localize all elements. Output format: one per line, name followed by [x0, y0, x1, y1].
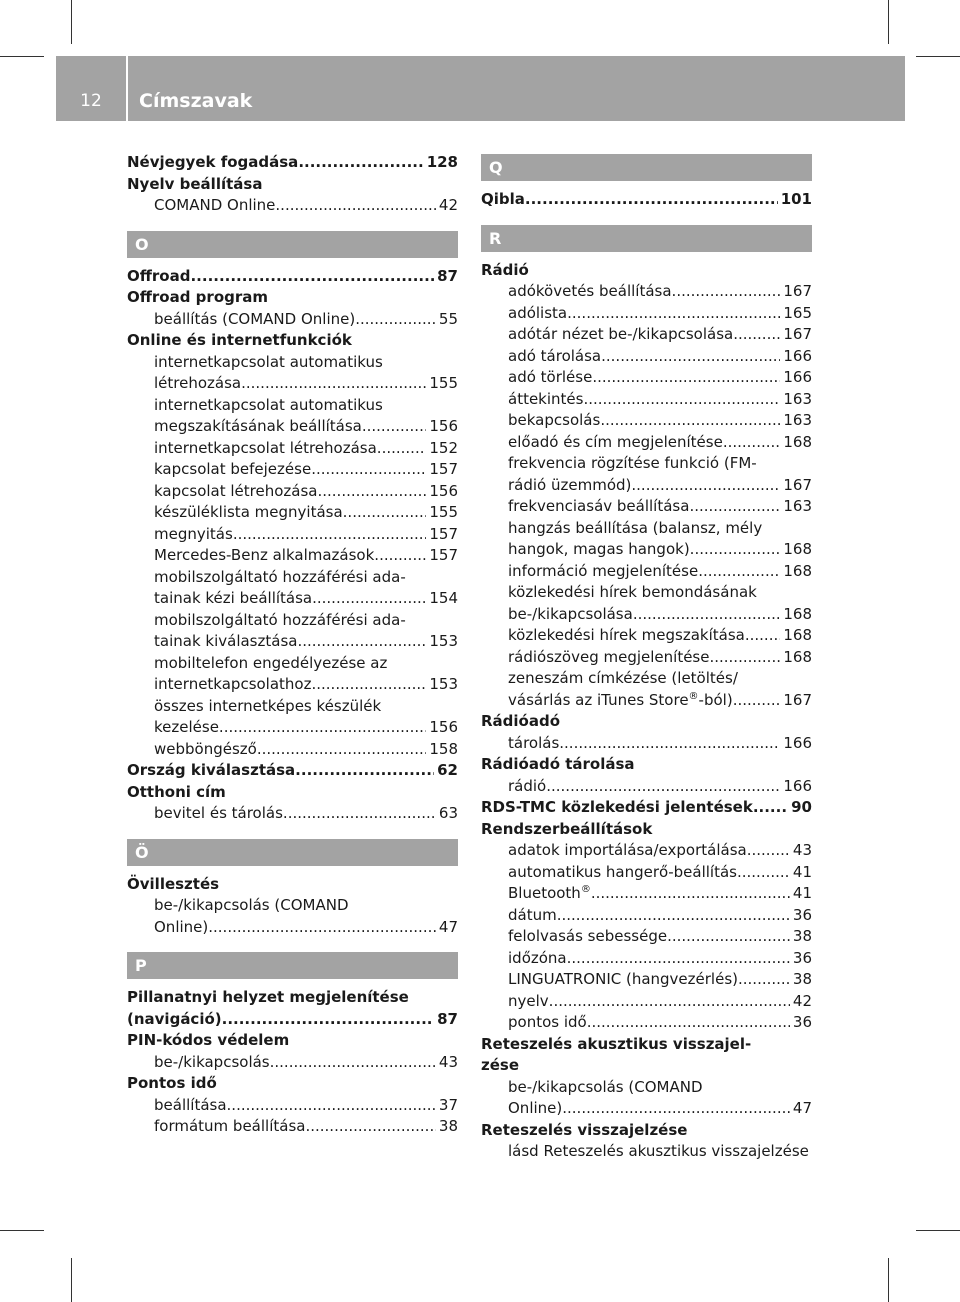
index-subentry: [127, 309, 458, 331]
index-entry: [127, 760, 458, 782]
index-subentry: [481, 324, 812, 346]
page-reference: 157: [429, 524, 458, 543]
index-entry: [481, 1120, 812, 1142]
index-subentry: [481, 926, 812, 948]
index-term: internetkapcsolat automatikus: [154, 395, 383, 414]
page-reference: 42: [792, 991, 812, 1010]
index-entry: [127, 266, 458, 288]
index-entry: [481, 189, 812, 211]
index-term: adó tárolása: [508, 346, 602, 365]
index-subentry: [127, 195, 458, 217]
index-term: megnyitás: [154, 524, 233, 543]
index-subentry: [481, 991, 812, 1013]
index-entry: [481, 797, 812, 819]
index-term: nyelv: [508, 991, 549, 1010]
page-reference: 156: [429, 718, 458, 736]
dot-leader: [283, 803, 436, 825]
index-term: Offroad program: [127, 288, 269, 306]
index-subentry: [127, 481, 458, 503]
page-reference: 63: [438, 804, 458, 822]
index-subentry: [481, 475, 812, 497]
dot-leader: [698, 561, 780, 583]
index-term: mobiltelefon engedélyezése az: [154, 653, 388, 672]
index-term: mobilszolgáltató hozzáférési ada-: [154, 567, 406, 586]
index-term: be-/kikapcsolása: [508, 604, 633, 623]
dot-leader: [583, 389, 780, 411]
index-term: Nyelv beállítása: [127, 174, 263, 193]
index-term: beállítása: [154, 1095, 227, 1114]
page-reference: 168: [783, 540, 812, 558]
page-reference: 87: [437, 1009, 458, 1028]
dot-leader: [631, 475, 780, 497]
index-subentry: [481, 969, 812, 991]
page-reference: 167: [783, 690, 812, 709]
index-subentry: [127, 610, 458, 632]
index-entry: [127, 1030, 458, 1052]
index-term: vásárlás az iTunes Store®-ból): [508, 690, 733, 709]
dot-leader: [311, 674, 426, 696]
dot-leader: [219, 717, 426, 739]
registered-mark: ®: [580, 884, 591, 895]
index-entry: [481, 711, 812, 733]
index-term: bekapcsolás: [508, 411, 601, 429]
index-subentry: [127, 502, 458, 524]
page-reference: 87: [437, 266, 458, 285]
index-term: internetkapcsolat automatikus: [154, 352, 383, 371]
index-subentry: [481, 453, 812, 475]
index-term: zése: [481, 1056, 520, 1074]
dot-leader: [355, 309, 436, 331]
index-subentry: [127, 373, 458, 395]
page-reference: 55: [438, 309, 458, 328]
index-entry: [127, 782, 458, 804]
index-subentry: [481, 883, 812, 905]
page-reference: 36: [792, 948, 812, 967]
page-reference: 168: [783, 604, 812, 623]
dot-leader: [549, 991, 790, 1013]
page-reference: 167: [783, 325, 812, 343]
index-term: Pontos idő: [127, 1074, 217, 1092]
index-term: rádió: [508, 776, 547, 795]
page-reference: 43: [438, 1052, 458, 1071]
dot-leader: [601, 346, 780, 368]
page-reference: 156: [429, 481, 458, 500]
index-subentry: [481, 776, 812, 798]
index-subentry: [481, 518, 812, 540]
index-term: automatikus hangerő-beállítás: [508, 862, 737, 881]
page-reference: 168: [783, 432, 812, 451]
page-reference: 154: [429, 589, 458, 607]
index-subentry: [127, 524, 458, 546]
page-reference: 47: [438, 917, 458, 936]
index-term: Rádióadó tárolása: [481, 755, 635, 773]
dot-leader: [723, 432, 781, 454]
page-reference: 101: [780, 190, 812, 208]
dot-leader: [222, 1009, 434, 1031]
index-term: rádiószöveg megjelenítése: [508, 647, 710, 666]
dot-leader: [275, 195, 436, 217]
index-column-left: [127, 152, 458, 1138]
page-reference: 166: [783, 368, 812, 386]
index-term: LINGUATRONIC (hangvezérlés): [508, 970, 738, 988]
dot-leader: [295, 760, 434, 782]
index-subentry: [127, 631, 458, 653]
dot-leader: [227, 1095, 436, 1117]
index-term: áttekintés: [508, 389, 584, 408]
index-term: RDS-TMC közlekedési jelentések: [481, 798, 753, 816]
index-term: formátum beállítása: [154, 1117, 306, 1135]
registered-mark: ®: [688, 690, 699, 702]
dot-leader: [270, 1052, 436, 1074]
dot-leader: [298, 152, 423, 174]
index-term: készüléklista megnyitása: [154, 503, 343, 521]
index-term: webböngésző: [154, 739, 257, 758]
page-reference: 62: [437, 761, 458, 779]
index-term: tárolás: [508, 733, 560, 752]
page-reference: 167: [783, 475, 812, 494]
index-term: mobilszolgáltató hozzáférési ada-: [154, 610, 406, 629]
page-reference: 167: [783, 282, 812, 300]
index-section-header: Ö: [127, 839, 458, 866]
index-entry: [127, 287, 458, 309]
dot-leader: [733, 324, 780, 346]
index-entry: [127, 330, 458, 352]
index-term: Övillesztés: [127, 874, 220, 893]
index-term: kapcsolat létrehozása: [154, 481, 318, 500]
page-reference: 168: [783, 561, 812, 580]
index-subentry: [127, 895, 458, 917]
index-term: hangzás beállítása (balansz, mély: [508, 518, 763, 537]
index-subentry: [127, 352, 458, 374]
page-title: Címszavak: [139, 90, 253, 112]
index-entry: [481, 1055, 812, 1077]
index-term: előadó és cím megjelenítése: [508, 432, 723, 451]
dot-leader: [667, 926, 790, 948]
dot-leader: [562, 1098, 790, 1120]
page-reference: 152: [429, 438, 458, 457]
index-subentry: [481, 346, 812, 368]
index-term: hangok, magas hangok): [508, 540, 690, 558]
index-term: Mercedes-Benz alkalmazások: [154, 546, 375, 564]
page-header: [56, 56, 905, 121]
index-subentry: [127, 416, 458, 438]
index-subentry: [481, 389, 812, 411]
dot-leader: [709, 647, 780, 669]
page-reference: 157: [429, 460, 458, 478]
index-term: rádió üzemmód): [508, 475, 632, 494]
crop-mark: [0, 56, 44, 57]
index-term: frekvenciasáv beállítása: [508, 497, 690, 515]
index-term: Ország kiválasztása: [127, 761, 296, 779]
index-subentry: [481, 582, 812, 604]
index-term: PIN-kódos védelem: [127, 1031, 290, 1049]
index-section-header: R: [481, 225, 812, 252]
index-term: be-/kikapcsolás: [154, 1052, 270, 1071]
index-subentry: [127, 438, 458, 460]
dot-leader: [567, 948, 790, 970]
index-term: zeneszám címkézése (letöltés/: [508, 669, 738, 687]
index-subentry: [127, 1116, 458, 1138]
index-term: kezelése: [154, 718, 219, 736]
index-column-right: [481, 152, 812, 1163]
index-subentry: [481, 862, 812, 884]
index-term: pontos idő: [508, 1013, 587, 1031]
index-subentry: [481, 561, 812, 583]
index-subentry: [127, 1052, 458, 1074]
page-reference: 157: [429, 546, 458, 564]
index-section-header: Q: [481, 154, 812, 181]
index-term: megszakításának beállítása: [154, 417, 362, 435]
crop-mark: [916, 1230, 960, 1231]
index-term: Offroad: [127, 266, 191, 285]
dot-leader: [587, 1012, 790, 1034]
crop-mark: [916, 56, 960, 57]
index-subentry: [127, 459, 458, 481]
index-term: (navigáció): [127, 1009, 222, 1028]
index-term: Névjegyek fogadása: [127, 153, 299, 171]
index-subentry: [481, 625, 812, 647]
crop-mark: [888, 0, 889, 44]
dot-leader: [738, 969, 790, 991]
index-entry: [481, 1034, 812, 1056]
index-subentry: [481, 905, 812, 927]
dot-leader: [257, 739, 427, 761]
index-term: adótár nézet be-/kikapcsolása: [508, 325, 734, 343]
page-reference: 38: [792, 927, 812, 945]
crop-mark: [888, 1258, 889, 1302]
dot-leader: [745, 625, 781, 647]
dot-leader: [377, 438, 427, 460]
index-entry: [127, 874, 458, 896]
index-section-header: P: [127, 952, 458, 979]
index-term: Online): [508, 1099, 563, 1117]
index-subentry: [127, 917, 458, 939]
index-subentry: [481, 690, 812, 712]
index-term: beállítás (COMAND Online): [154, 309, 356, 328]
crop-mark: [0, 1230, 44, 1231]
index-term: tainak kézi beállítása: [154, 589, 313, 607]
index-entry: [127, 174, 458, 196]
index-subentry: [481, 840, 812, 862]
index-subentry: [481, 1012, 812, 1034]
page-reference: 155: [429, 374, 458, 392]
page-reference: 38: [438, 1117, 458, 1135]
index-term: Online): [154, 917, 209, 936]
index-term: internetkapcsolat létrehozása: [154, 438, 377, 457]
dot-leader: [343, 502, 427, 524]
index-term: lásd Reteszelés akusztikus visszajelzése: [508, 1142, 809, 1160]
dot-leader: [208, 917, 436, 939]
page-reference: 158: [429, 739, 458, 758]
dot-leader: [592, 367, 780, 389]
dot-leader: [297, 631, 426, 653]
page-reference: 166: [783, 733, 812, 752]
page-reference: 165: [783, 303, 812, 322]
index-subentry: [127, 567, 458, 589]
index-term: kapcsolat befejezése: [154, 460, 312, 478]
page-reference: 128: [426, 153, 458, 171]
page-reference: 153: [429, 632, 458, 650]
index-term: adókövetés beállítása: [508, 282, 672, 300]
index-term: bevitel és tárolás: [154, 804, 283, 822]
index-subentry: [127, 395, 458, 417]
index-subentry: [481, 539, 812, 561]
page-reference: 156: [429, 417, 458, 435]
dot-leader: [689, 496, 780, 518]
dot-leader: [737, 862, 790, 884]
index-term: felolvasás sebessége: [508, 927, 668, 945]
index-term: Qibla: [481, 190, 525, 208]
page-reference: 42: [438, 196, 458, 214]
dot-leader: [525, 189, 778, 211]
index-term: internetkapcsolathoz: [154, 675, 312, 693]
page-reference: 168: [783, 647, 812, 666]
index-term: Reteszelés akusztikus visszajel-: [481, 1034, 752, 1053]
dot-leader: [190, 266, 434, 288]
page-reference: 166: [783, 776, 812, 795]
crop-mark: [71, 0, 72, 44]
index-subentry: [481, 1077, 812, 1099]
index-term: időzóna: [508, 948, 567, 967]
index-entry: [127, 987, 458, 1009]
crop-mark: [71, 1258, 72, 1302]
page-reference: 163: [783, 389, 812, 408]
page-reference: 90: [791, 798, 812, 816]
page-reference: 37: [438, 1095, 458, 1114]
index-term: be-/kikapcsolás (COMAND: [508, 1077, 703, 1096]
index-term: adólista: [508, 303, 568, 322]
dot-leader: [317, 481, 426, 503]
index-term: Online és internetfunkciók: [127, 331, 352, 349]
index-term: Reteszelés visszajelzése: [481, 1120, 688, 1139]
index-subentry: [127, 696, 458, 718]
index-term: Rádió: [481, 260, 529, 279]
index-term: Pillanatnyi helyzet megjelenítése: [127, 988, 409, 1006]
index-section-header: O: [127, 231, 458, 258]
index-subentry: [481, 1098, 812, 1120]
index-entry: [481, 754, 812, 776]
dot-leader: [233, 524, 427, 546]
index-subentry: [127, 588, 458, 610]
dot-leader: [633, 604, 781, 626]
index-subentry: [481, 948, 812, 970]
index-term: Rádióadó: [481, 712, 561, 730]
index-subentry: [481, 647, 812, 669]
page-reference: 153: [429, 675, 458, 693]
index-subentry: [481, 367, 812, 389]
dot-leader: [305, 1116, 435, 1138]
index-subentry: [127, 739, 458, 761]
index-term: Bluetooth®: [508, 884, 591, 902]
index-subentry: [481, 432, 812, 454]
index-subentry: [481, 668, 812, 690]
dot-leader: [362, 416, 427, 438]
dot-leader: [690, 539, 781, 561]
index-term: létrehozása: [154, 374, 242, 392]
index-entry: [127, 1073, 458, 1095]
dot-leader: [546, 776, 780, 798]
index-entry: [127, 152, 458, 174]
index-term: dátum: [508, 905, 557, 924]
dot-leader: [374, 545, 426, 567]
page-reference: 41: [792, 884, 812, 902]
page-reference: 168: [783, 626, 812, 644]
index-subentry: [481, 1141, 812, 1163]
page-reference: 155: [429, 503, 458, 521]
index-subentry: [481, 303, 812, 325]
index-subentry: [481, 410, 812, 432]
page-number: 12: [80, 91, 102, 111]
dot-leader: [753, 797, 788, 819]
dot-leader: [747, 840, 790, 862]
dot-leader: [733, 690, 781, 712]
index-term: tainak kiválasztása: [154, 632, 298, 650]
index-subentry: [481, 733, 812, 755]
page-reference: 36: [792, 905, 812, 924]
index-entry: [127, 1009, 458, 1031]
header-divider: [126, 56, 128, 121]
index-term: adó törlése: [508, 368, 593, 386]
dot-leader: [241, 373, 426, 395]
dot-leader: [311, 459, 426, 481]
index-term: információ megjelenítése: [508, 561, 699, 580]
index-term: összes internetképes készülék: [154, 696, 382, 715]
index-subentry: [127, 1095, 458, 1117]
dot-leader: [567, 303, 780, 325]
dot-leader: [559, 733, 780, 755]
index-term: be-/kikapcsolás (COMAND: [154, 896, 349, 914]
dot-leader: [672, 281, 781, 303]
dot-leader: [591, 883, 790, 905]
index-entry: [481, 819, 812, 841]
index-term: közlekedési hírek bemondásának: [508, 583, 757, 601]
page-reference: 163: [783, 411, 812, 429]
index-entry: [481, 260, 812, 282]
dot-leader: [600, 410, 780, 432]
index-term: közlekedési hírek megszakítása: [508, 626, 745, 644]
dot-leader: [557, 905, 790, 927]
index-term: frekvencia rögzítése funkció (FM-: [508, 454, 757, 472]
index-subentry: [127, 717, 458, 739]
page-reference: 163: [783, 497, 812, 515]
index-term: Rendszerbeállítások: [481, 819, 653, 838]
page-reference: 38: [792, 970, 812, 988]
index-term: Otthoni cím: [127, 782, 226, 801]
index-subentry: [127, 803, 458, 825]
index-subentry: [127, 545, 458, 567]
page-reference: 41: [792, 862, 812, 881]
index-term: COMAND Online: [154, 196, 276, 214]
index-subentry: [481, 604, 812, 626]
index-term: adatok importálása/exportálása: [508, 841, 747, 859]
dot-leader: [312, 588, 426, 610]
index-subentry: [127, 653, 458, 675]
index-subentry: [481, 281, 812, 303]
page-reference: 166: [783, 346, 812, 365]
index-subentry: [127, 674, 458, 696]
page-reference: 43: [792, 841, 812, 859]
page-reference: 47: [792, 1099, 812, 1117]
index-subentry: [481, 496, 812, 518]
page-reference: 36: [792, 1013, 812, 1031]
